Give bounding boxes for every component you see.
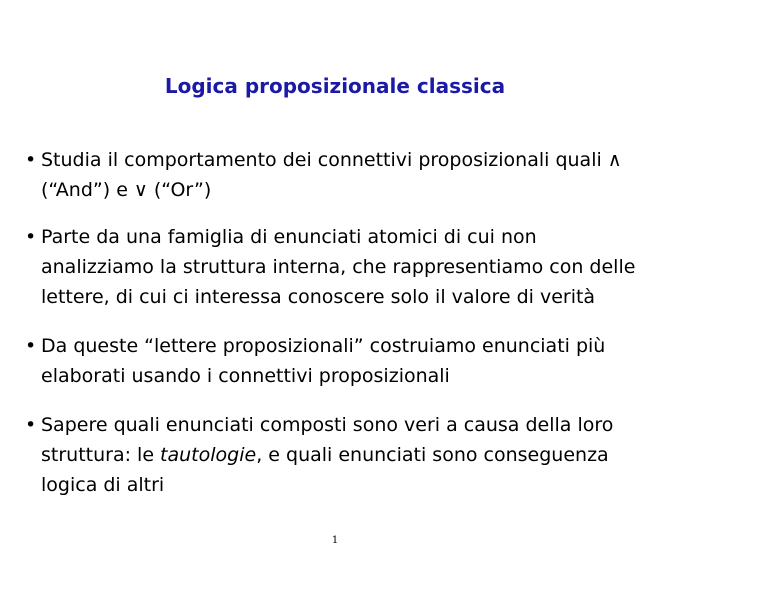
bullet-icon: • [25,149,37,171]
bullet-line: elaborati usando i connettivi proposizionali [41,365,450,387]
bullet-item-atomic-statements [25,222,665,312]
slide-title: Logica proposizionale classica [164,74,506,98]
bullet-line: lettere, di cui ci interessa conoscere solo il valore di verità [41,286,596,308]
bullet-line-segment: , e quali enunciati sono conseguenza [256,444,609,466]
bullet-line: analizziamo la struttura interna, che rappresentiamo con delle [41,256,636,278]
bullet-icon: • [25,414,37,436]
bullet-line-segment: struttura: le [41,444,161,466]
bullet-item-connectives [25,145,665,205]
bullet-line: Parte da una famiglia di enunciati atomici di cui non [41,226,537,248]
bullet-line: Da queste “lettere proposizionali” costruiamo enunciati più [41,335,606,357]
bullet-icon: • [25,335,37,357]
bullet-line [41,440,665,470]
bullet-line: (“And”) e ∨ (“Or”) [41,179,212,201]
bullet-icon: • [25,226,37,248]
bullet-line: logica di altri [41,474,165,496]
page-number: 1 [331,535,339,546]
bullet-line: Sapere quali enunciati composti sono veri a causa della loro [41,414,614,436]
tautologies-term: tautologie [160,444,257,466]
bullet-item-tautologies [25,410,665,500]
bullet-line: Studia il comportamento dei connettivi proposizionali quali ∧ [41,149,622,171]
bullet-item-propositional-letters [25,331,665,391]
